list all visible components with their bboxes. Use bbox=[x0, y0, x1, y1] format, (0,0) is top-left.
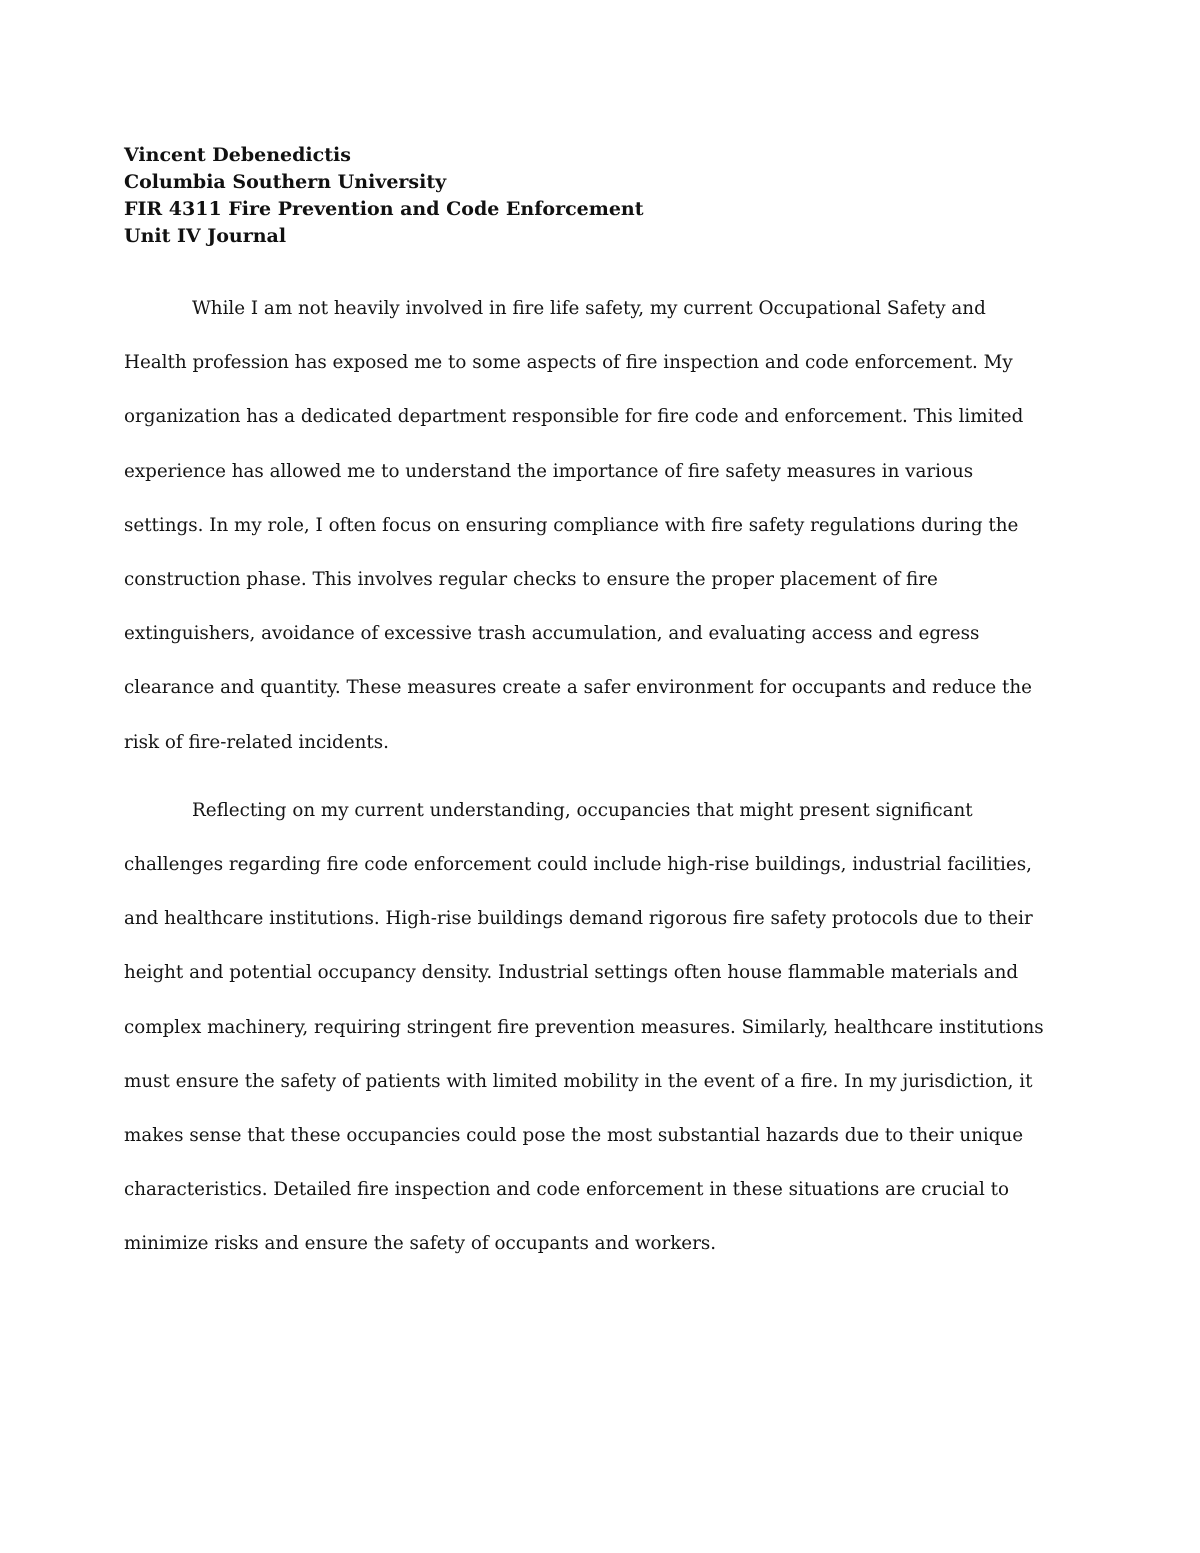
text-line: experience has allowed me to understand the importance of fire safety measures in various bbox=[124, 460, 974, 482]
text-line: risk of fire-related incidents. bbox=[124, 731, 389, 753]
document-body bbox=[124, 282, 1068, 1272]
text-line: minimize risks and ensure the safety of occupants and workers. bbox=[124, 1233, 717, 1255]
text-line: and healthcare institutions. High-rise buildings demand rigorous fire safety protocols due to their bbox=[124, 908, 1033, 930]
author-name: Vincent Debenedictis bbox=[124, 144, 351, 166]
text-line: extinguishers, avoidance of excessive trash accumulation, and evaluating access and egress bbox=[124, 623, 980, 645]
assignment-title: Unit IV Journal bbox=[124, 225, 287, 247]
text-line: While I am not heavily involved in fire life safety, my current Occupational Safety and bbox=[192, 298, 986, 319]
document-header bbox=[124, 142, 1084, 250]
text-line: characteristics. Detailed fire inspection and code enforcement in these situations are crucial to bbox=[124, 1179, 1010, 1201]
text-line: Reflecting on my current understanding, occupancies that might present significant bbox=[192, 799, 973, 821]
text-line: Health profession has exposed me to some aspects of fire inspection and code enforcement. My bbox=[124, 352, 1013, 374]
institution-name: Columbia Southern University bbox=[124, 171, 447, 193]
text-line: organization has a dedicated department responsible for fire code and enforcement. This limited bbox=[124, 406, 1024, 428]
text-line: makes sense that these occupancies could pose the most substantial hazards due to their unique bbox=[124, 1125, 1024, 1147]
text-line: height and potential occupancy density. Industrial settings often house flammable materials and bbox=[124, 962, 1019, 984]
text-line: complex machinery, requiring stringent fire prevention measures. Similarly, healthcare institutions bbox=[124, 1016, 1044, 1038]
paragraph-1 bbox=[124, 282, 1068, 770]
text-line: construction phase. This involves regular checks to ensure the proper placement of fire bbox=[124, 569, 938, 591]
paragraph-2 bbox=[124, 784, 1068, 1272]
course-title: FIR 4311 Fire Prevention and Code Enforcement bbox=[124, 198, 644, 220]
text-line: challenges regarding fire code enforcement could include high-rise buildings, industrial facilities, bbox=[124, 854, 1032, 876]
text-line: clearance and quantity. These measures create a safer environment for occupants and reduce the bbox=[124, 677, 1032, 699]
text-line: settings. In my role, I often focus on ensuring compliance with fire safety regulations during the bbox=[124, 514, 1019, 536]
text-line: must ensure the safety of patients with limited mobility in the event of a fire. In my jurisdiction, it bbox=[124, 1070, 1033, 1092]
